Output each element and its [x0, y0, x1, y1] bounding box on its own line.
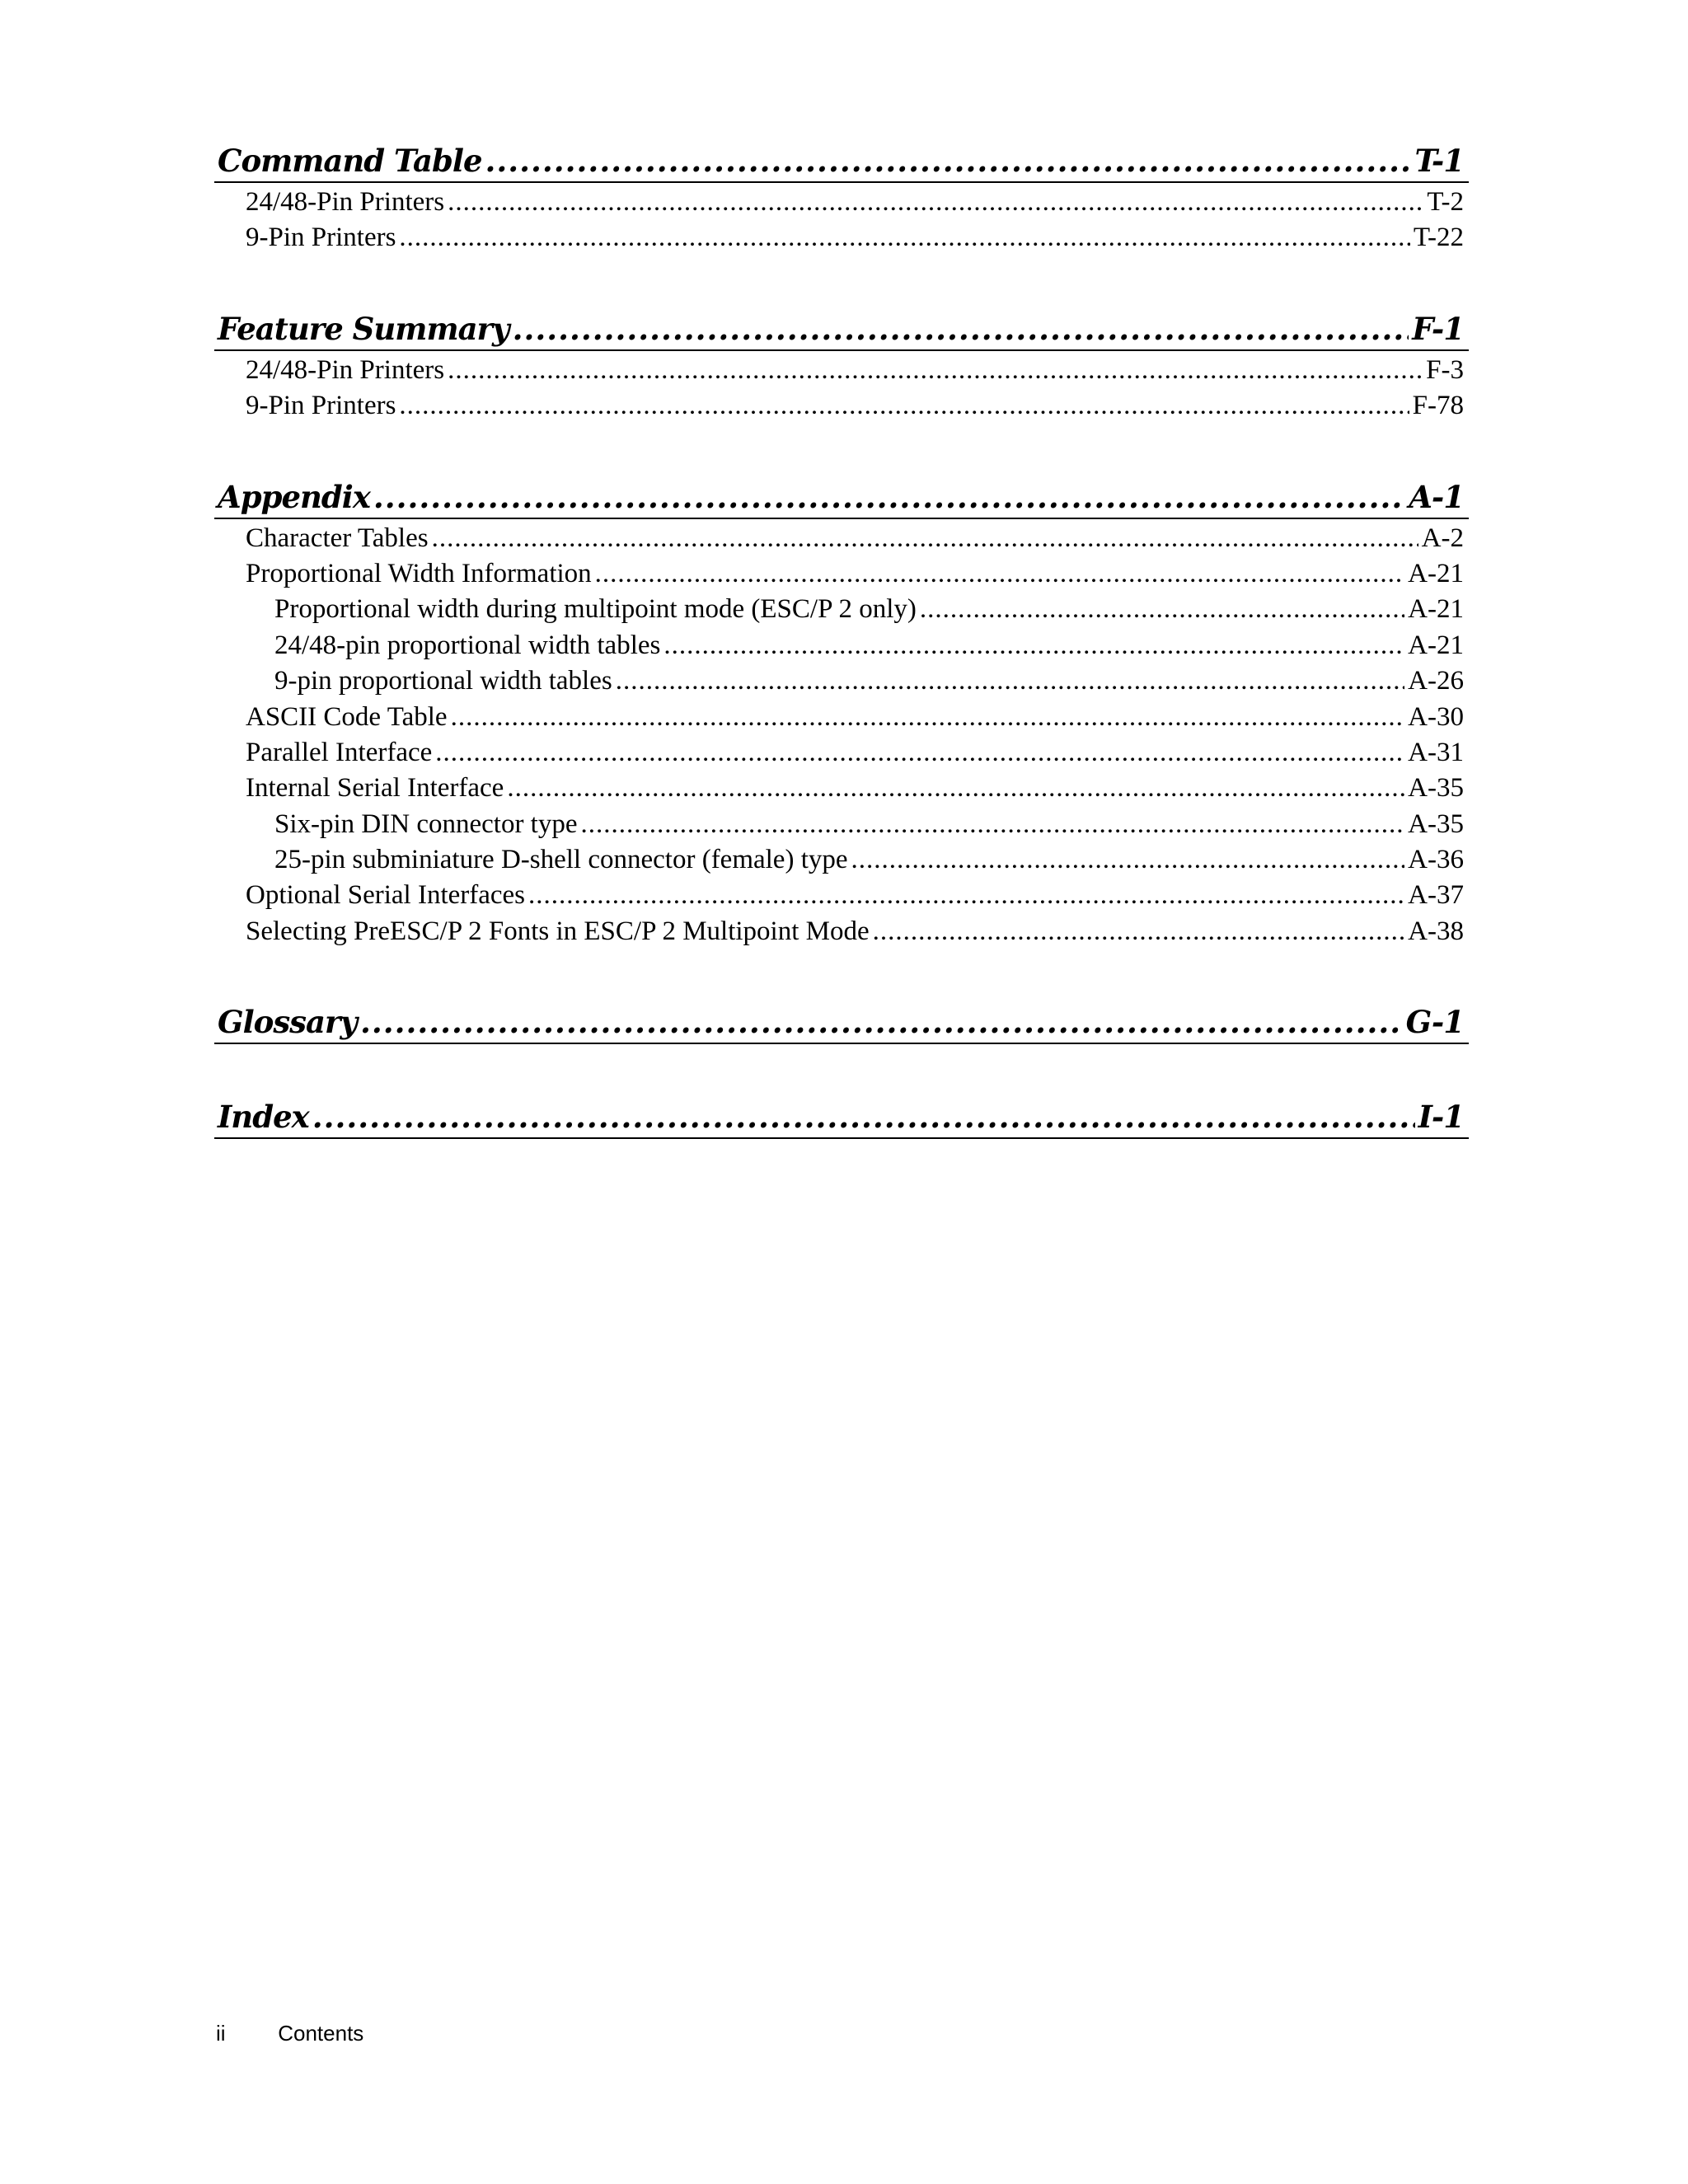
- entry-page-number: T-2: [1427, 187, 1464, 217]
- entry-page-number: A-31: [1408, 737, 1464, 767]
- toc-entry[interactable]: [214, 735, 1469, 771]
- section-heading[interactable]: [214, 308, 1469, 351]
- toc-entry[interactable]: [214, 556, 1469, 592]
- entry-list: [214, 519, 1469, 950]
- entry-title: Optional Serial Interfaces: [246, 880, 526, 911]
- entry-title: 9-Pin Printers: [246, 223, 396, 253]
- toc-entry[interactable]: [214, 807, 1469, 842]
- toc-entry[interactable]: [214, 914, 1469, 949]
- entry-title: 24/48-pin proportional width tables: [274, 630, 661, 660]
- toc-entry[interactable]: [214, 842, 1469, 878]
- dot-leader: [595, 556, 1405, 592]
- entry-list: [214, 183, 1469, 256]
- entry-title: Parallel Interface: [246, 737, 433, 767]
- toc-entry[interactable]: [214, 185, 1469, 220]
- entry-page-number: A-30: [1408, 701, 1464, 732]
- section-heading[interactable]: [214, 476, 1469, 519]
- page-footer: [216, 2021, 363, 2046]
- toc-entry[interactable]: [214, 628, 1469, 663]
- section-page-number: I-1: [1418, 1099, 1464, 1136]
- toc-entry[interactable]: [214, 878, 1469, 913]
- entry-page-number: A-37: [1408, 880, 1464, 911]
- entry-title: 24/48-Pin Printers: [246, 354, 445, 385]
- entry-list: [214, 351, 1469, 424]
- dot-leader: [507, 771, 1404, 806]
- section-title: Index: [218, 1099, 309, 1136]
- entry-title: Proportional width during multipoint mode (ESC/P 2 only): [274, 594, 917, 625]
- dot-leader: [616, 663, 1404, 699]
- section-page-number: T-1: [1414, 143, 1464, 179]
- toc-section: [214, 476, 1469, 950]
- toc-entry[interactable]: [214, 771, 1469, 806]
- entry-page-number: A-36: [1408, 845, 1464, 875]
- dot-leader: [513, 308, 1409, 349]
- section-page-number: F-1: [1412, 310, 1464, 347]
- dot-leader: [399, 220, 1409, 255]
- toc-entry[interactable]: [214, 521, 1469, 556]
- dot-leader: [432, 521, 1418, 556]
- entry-page-number: A-2: [1421, 523, 1464, 553]
- section-title: Glossary: [218, 1004, 357, 1041]
- entry-title: ASCII Code Table: [246, 701, 448, 732]
- section-heading[interactable]: [214, 1096, 1469, 1139]
- entry-page-number: A-21: [1408, 558, 1464, 588]
- section-page-number: G-1: [1405, 1004, 1464, 1041]
- footer-label: Contents: [278, 2021, 364, 2046]
- toc-entry[interactable]: [214, 388, 1469, 424]
- toc-entry[interactable]: [214, 353, 1469, 388]
- dot-leader: [581, 807, 1405, 842]
- dot-leader: [528, 878, 1404, 913]
- entry-page-number: T-22: [1413, 223, 1464, 253]
- section-title: Appendix: [218, 478, 370, 515]
- toc-section: [214, 140, 1469, 256]
- toc-entry[interactable]: [214, 592, 1469, 627]
- entry-page-number: A-35: [1408, 808, 1464, 839]
- table-of-contents: [214, 140, 1469, 1191]
- entry-page-number: A-38: [1408, 916, 1464, 946]
- entry-page-number: A-26: [1408, 666, 1464, 696]
- toc-entry[interactable]: [214, 700, 1469, 735]
- entry-title: Six-pin DIN connector type: [274, 808, 578, 839]
- entry-title: Proportional Width Information: [246, 558, 592, 588]
- toc-entry[interactable]: [214, 220, 1469, 255]
- entry-title: 24/48-Pin Printers: [246, 187, 445, 217]
- page-number: ii: [216, 2021, 226, 2046]
- toc-section: [214, 308, 1469, 424]
- section-title: Feature Summary: [218, 310, 509, 347]
- section-heading[interactable]: [214, 140, 1469, 183]
- entry-page-number: A-21: [1408, 594, 1464, 625]
- entry-page-number: F-78: [1412, 391, 1464, 421]
- dot-leader: [485, 140, 1412, 181]
- entry-title: 9-pin proportional width tables: [274, 666, 612, 696]
- entry-title: Selecting PreESC/P 2 Fonts in ESC/P 2 Multipoint Mode: [246, 916, 870, 946]
- dot-leader: [920, 592, 1404, 627]
- dot-leader: [312, 1096, 1415, 1137]
- entry-page-number: A-35: [1408, 773, 1464, 804]
- toc-entry[interactable]: [214, 663, 1469, 699]
- entry-page-number: F-3: [1426, 354, 1464, 385]
- dot-leader: [448, 353, 1423, 388]
- dot-leader: [373, 476, 1405, 518]
- entry-title: 25-pin subminiature D-shell connector (female) type: [274, 845, 848, 875]
- section-page-number: A-1: [1409, 478, 1464, 515]
- entry-title: Internal Serial Interface: [246, 773, 504, 804]
- dot-leader: [448, 185, 1423, 220]
- entry-title: Character Tables: [246, 523, 429, 553]
- dot-leader: [663, 628, 1404, 663]
- entry-title: 9-Pin Printers: [246, 391, 396, 421]
- dot-leader: [399, 388, 1409, 424]
- entry-page-number: A-21: [1408, 630, 1464, 660]
- toc-section: [214, 1096, 1469, 1139]
- dot-leader: [873, 914, 1405, 949]
- dot-leader: [435, 735, 1404, 771]
- toc-section: [214, 1001, 1469, 1044]
- section-title: Command Table: [218, 143, 482, 179]
- dot-leader: [851, 842, 1405, 878]
- dot-leader: [451, 700, 1405, 735]
- section-heading[interactable]: [214, 1001, 1469, 1044]
- dot-leader: [360, 1001, 1403, 1043]
